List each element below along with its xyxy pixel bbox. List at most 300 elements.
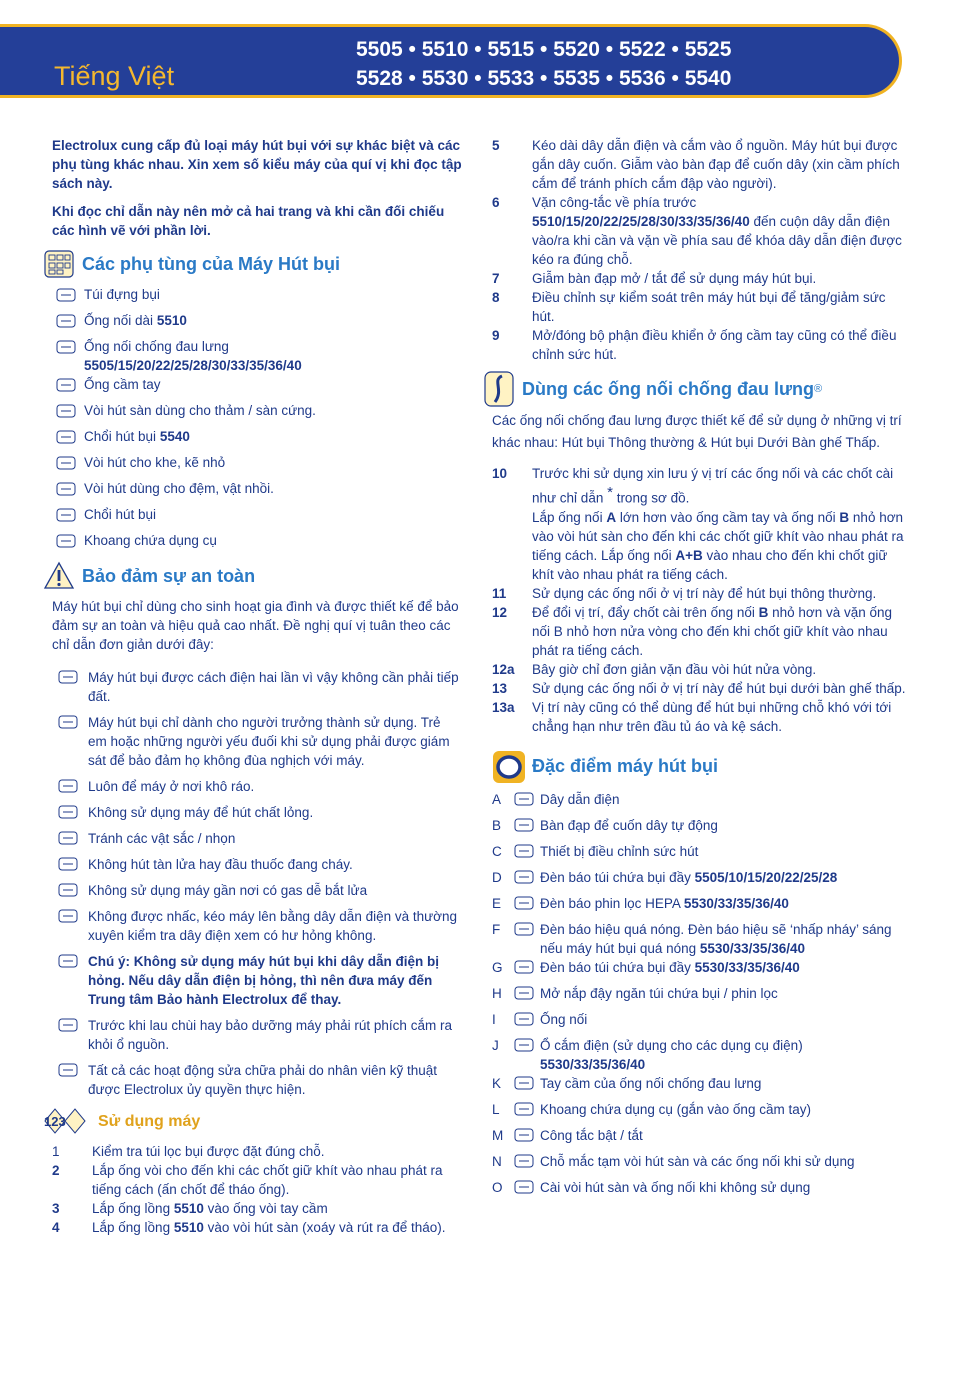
- feature-label: Ống nối: [540, 1011, 588, 1027]
- hose-icon: [511, 1010, 537, 1028]
- feature-label: Bàn đạp để cuốn dây tự động: [540, 817, 718, 833]
- step-10-c2: lớn hơn vào ống cầm tay và ống nối: [616, 509, 840, 525]
- step-item: [52, 1218, 462, 1237]
- feature-item: [492, 920, 908, 958]
- accessory-icon-wrap: [48, 427, 84, 446]
- feature-text: [540, 1152, 908, 1171]
- feature-icon-wrap: [508, 1126, 540, 1144]
- accessory-item: [52, 401, 462, 427]
- feature-models: 5530/33/35/36/40: [699, 940, 805, 956]
- feature-letter: F: [492, 921, 501, 937]
- step-text: [532, 603, 908, 660]
- safety-item: [52, 855, 462, 874]
- feature-label: Đèn báo túi chứa bụi đầy: [540, 869, 695, 885]
- feature-item: [492, 1126, 908, 1152]
- parking-icon: [511, 1152, 537, 1170]
- safety-text: Chú ý: Không sử dụng máy hút bụi khi dây dẫn điện bị hỏng. Nếu dây dẫn điện bị hỏng, thì nên đưa máy đến Trung tâm Bảo hành Electrolux để thay.: [88, 954, 440, 1007]
- language-title: Tiếng Việt: [54, 61, 175, 91]
- step-text: [532, 660, 908, 679]
- extension-tube-icon: [53, 312, 79, 330]
- accessory-item: [52, 375, 462, 401]
- feature-icon-wrap: [508, 1178, 540, 1196]
- feature-item: [492, 1036, 908, 1074]
- safety-icon-wrap: [48, 803, 88, 821]
- accessory-models: 5510: [156, 313, 187, 328]
- usage-steps-icon: [42, 1106, 92, 1136]
- step-number: 9: [492, 328, 500, 343]
- accessory-label: Vòi hút dùng cho đệm, vật nhồi.: [84, 481, 274, 496]
- accessory-icon-wrap: [48, 401, 84, 420]
- safety-icon-wrap: [48, 855, 88, 873]
- step-text-a: Bây giờ chỉ đơn giản vặn đầu vòi hút nửa vòng.: [532, 661, 817, 677]
- feature-text: [540, 984, 908, 1003]
- feature-text: [540, 894, 908, 913]
- step-number: 13a: [492, 699, 515, 715]
- accessory-item: [52, 505, 462, 531]
- accessory-item: [52, 427, 462, 453]
- feature-letter: D: [492, 869, 502, 885]
- feature-item: [492, 984, 908, 1010]
- step-text-b: vào ống vòi tay cầm: [203, 1201, 328, 1216]
- ergo-step: [492, 603, 908, 660]
- step-text-a: Điều chỉnh sự kiểm soát trên máy hút bụi để tăng/giảm sức hút.: [532, 290, 886, 324]
- accessory-text: [84, 401, 462, 420]
- usage-heading-text: Sử dụng máy: [98, 1112, 201, 1130]
- feature-label: Công tắc bật / tắt: [540, 1127, 643, 1143]
- feature-label: Đèn báo phin lọc HEPA: [540, 895, 684, 911]
- accessories-list: [52, 285, 462, 557]
- step-text: [532, 698, 908, 736]
- step-text-b: nhỏ hơn và vặn ống nối B nhỏ hơn nửa vòng cho đến khi chốt giữ khít vào nhau phát ra tiếng cách.: [532, 604, 893, 658]
- step-number: 12a: [492, 661, 515, 677]
- umbrella-icon: [55, 777, 81, 795]
- left-column: [44, 136, 462, 1237]
- accessory-item: [52, 479, 462, 505]
- safety-icon-wrap: [48, 777, 88, 795]
- unplug-icon: [55, 1016, 81, 1034]
- ergonomic-heading: [492, 374, 908, 404]
- feature-item: [492, 816, 908, 842]
- step-10-c3: nhỏ hơn vào vòi hút sàn cho đến khi các chốt giữ khít vào nhau phát ra tiếng cách. Lắp ống nối: [532, 509, 904, 563]
- accessory-item: [52, 337, 462, 375]
- feature-models: 5505/10/15/20/22/25/28: [694, 869, 838, 885]
- lid-button-icon: [511, 984, 537, 1002]
- feature-letter: B: [492, 817, 502, 833]
- safety-text: Trước khi lau chùi hay bảo dưỡng máy phải rút phích cắm ra khỏi ổ nguồn.: [88, 1018, 452, 1052]
- feature-letter: M: [492, 1127, 504, 1143]
- feature-icon-wrap: [508, 816, 540, 834]
- safety-heading-text: Bảo đảm sự an toàn: [82, 565, 256, 586]
- accessory-icon-wrap: [48, 285, 84, 304]
- no-fire-icon: [55, 881, 81, 899]
- accessories-icon: [42, 249, 76, 279]
- no-cigarette-icon: [55, 855, 81, 873]
- feature-item: [492, 894, 908, 920]
- safety-text: Tránh các vật sắc / nhọn: [88, 831, 236, 846]
- no-liquid-icon: [55, 803, 81, 821]
- crevice-tool-icon: [53, 454, 79, 472]
- usage-steps-left: [52, 1142, 462, 1237]
- feature-models: 5530/33/35/36/40: [694, 959, 800, 975]
- safety-text: Tất cả các hoạt động sửa chữa phải do nhân viên kỹ thuật được Electrolux ủy quyền thực hiện.: [88, 1063, 438, 1097]
- header-banner: [0, 24, 902, 98]
- step-number: 1: [52, 1144, 60, 1159]
- brush-icon: [53, 506, 79, 524]
- wrench-icon: [55, 1061, 81, 1079]
- feature-letter: N: [492, 1153, 502, 1169]
- vacuum-icon: [492, 752, 526, 782]
- feature-icon-wrap: [508, 894, 540, 912]
- connector-ab: A+B: [675, 547, 703, 563]
- feature-label: Cài vòi hút sàn và ống nối khi không sử dụng: [540, 1179, 811, 1195]
- step-text: [532, 269, 908, 288]
- no-sharp-icon: [55, 829, 81, 847]
- accessory-item: [52, 311, 462, 337]
- cord-icon: [55, 907, 81, 925]
- damaged-cord-icon: [55, 952, 81, 970]
- feature-item: [492, 1074, 908, 1100]
- feature-icon-wrap: [508, 1100, 540, 1118]
- feature-item: [492, 958, 908, 984]
- step-text: [532, 679, 908, 698]
- feature-item: [492, 868, 908, 894]
- feature-letter: O: [492, 1179, 503, 1195]
- safety-text: Máy hút bụi chỉ dành cho người trưởng thành sử dụng. Trẻ em hoặc những người yếu đuối khi sử dụng phải được giám sát để bảo đảm họ không đùa nghịch với máy.: [88, 715, 450, 768]
- ergonomic-tube-icon: [53, 338, 79, 356]
- feature-icon-wrap: [508, 790, 540, 808]
- safety-heading: [52, 561, 462, 591]
- step-models: 5510: [173, 1201, 204, 1216]
- warning-circle-icon: [55, 713, 81, 731]
- ergonomic-steps: [492, 584, 908, 736]
- step-number: 4: [52, 1220, 60, 1235]
- ergonomic-heading-text: Dùng các ống nối chống đau lưng: [522, 378, 815, 399]
- safety-icon-wrap: [48, 952, 88, 970]
- safety-text: Luôn để máy ở nơi khô ráo.: [88, 779, 255, 794]
- feature-text: [540, 1036, 908, 1074]
- step-10-star: *: [607, 484, 613, 501]
- intro-paragraph-1: Electrolux cung cấp đủ loại máy hút bụi với sự khác biệt và các phụ tùng khác nhau. Xin xem số kiểu máy của quí vị khi đọc tập sách này.: [52, 138, 462, 191]
- step-text: [532, 326, 908, 364]
- step-item: [52, 1199, 462, 1218]
- usage-heading: [44, 1106, 462, 1136]
- accessory-icon-wrap: [48, 375, 84, 394]
- accessory-label: Túi đựng bụi: [84, 287, 160, 302]
- step-item: [52, 1142, 462, 1161]
- feature-text: [540, 816, 908, 835]
- floor-nozzle-icon: [53, 402, 79, 420]
- upholstery-nozzle-icon: [53, 480, 79, 498]
- feature-text: [540, 790, 908, 809]
- accessory-label: Vòi hút sàn dùng cho thảm / sàn cứng.: [84, 403, 316, 418]
- accessory-text: [84, 285, 462, 304]
- safety-icon-wrap: [48, 1061, 88, 1079]
- suction-slider-icon: [511, 842, 537, 860]
- safety-text: Máy hút bụi được cách điện hai lần vì vậy không cần phải tiếp đất.: [88, 670, 459, 704]
- step-text-a: Sử dụng các ống nối ở vị trí này để hút bụi thông thường.: [532, 585, 877, 601]
- feature-letter: L: [492, 1101, 500, 1117]
- power-switch-icon: [511, 1126, 537, 1144]
- safety-item: [52, 881, 462, 900]
- step-text-a: Giẫm bàn đạp mở / tắt để sử dụng máy hút bụi.: [532, 271, 817, 286]
- dust-brush-icon: [53, 428, 79, 446]
- feature-label: Ổ cắm điện (sử dụng cho các dụng cụ điện): [540, 1037, 803, 1053]
- step-text-b: đến cuộn dây dẫn điện vào/ra khi cần và vặn về phía sau để khóa dây dẫn điện được kéo ra đúng chỗ.: [532, 214, 902, 267]
- feature-item: [492, 790, 908, 816]
- usage-steps-right: [492, 136, 908, 364]
- feature-icon-wrap: [508, 1010, 540, 1028]
- step-number: 5: [492, 138, 500, 153]
- usage-icon-label: 123: [44, 1114, 66, 1129]
- feature-letter: G: [492, 959, 503, 975]
- step-text: [92, 1142, 462, 1161]
- step-text-a: Kiểm tra túi lọc bụi được đặt đúng chỗ.: [92, 1144, 325, 1159]
- accessory-icon-wrap: [48, 505, 84, 524]
- bag-full-indicator-icon: [511, 958, 537, 976]
- connector-b: B: [839, 509, 850, 525]
- tool-holder-icon: [53, 532, 79, 550]
- accessory-text: [84, 453, 462, 472]
- accessory-icon-wrap: [48, 453, 84, 472]
- accessory-item: [52, 285, 462, 311]
- safety-icon-wrap: [48, 1016, 88, 1034]
- intro-paragraph-2: Khi đọc chỉ dẫn này nên mở cả hai trang và khi cần đối chiếu các hình vẽ với phần lời.: [52, 204, 445, 238]
- step-text: [92, 1161, 462, 1199]
- step-item: [52, 1161, 462, 1199]
- accessory-text: [84, 479, 462, 498]
- step-number: 7: [492, 271, 500, 286]
- accessory-icon-wrap: [48, 311, 84, 330]
- step-10-text: [532, 464, 908, 584]
- safety-item: [52, 1016, 462, 1054]
- safety-icon-wrap: [48, 668, 88, 686]
- step-text-a: Kéo dài dây dẫn điện và cắm vào ổ nguồn. Máy hút bụi được gắn dây cuốn. Giẫm vào bàn đạp để cuốn dây (xin cầm phích cắm để tránh phích cắm đập vào người).: [532, 138, 900, 191]
- accessory-icon-wrap: [48, 479, 84, 498]
- accessory-item: [52, 453, 462, 479]
- accessories-heading: [52, 249, 462, 279]
- feature-text: [540, 1100, 908, 1119]
- safety-item: [52, 829, 462, 848]
- handle-tube-icon: [53, 376, 79, 394]
- models-line-2: 5528 • 5530 • 5533 • 5535 • 5536 • 5540: [356, 67, 732, 90]
- ergo-step: [492, 679, 908, 698]
- feature-models: 5530/33/35/36/40: [540, 1056, 646, 1072]
- step-text-a: Lắp ống lồng: [92, 1220, 174, 1235]
- warning-triangle-icon: [42, 561, 76, 591]
- ergo-step: [492, 584, 908, 603]
- step-text: [92, 1218, 462, 1237]
- accessory-models: 5540: [159, 429, 190, 444]
- step-item: [492, 269, 908, 288]
- feature-item: [492, 842, 908, 868]
- accessories-heading-text: Các phụ tùng của Máy Hút bụi: [82, 253, 341, 274]
- overheat-indicator-icon: [511, 920, 537, 938]
- feature-icon-wrap: [508, 1152, 540, 1170]
- feature-item: [492, 1010, 908, 1036]
- safety-item: [52, 952, 462, 1009]
- accessory-label: Chổi hút bụi: [84, 429, 160, 444]
- feature-icon-wrap: [508, 958, 540, 976]
- feature-item: [492, 1178, 908, 1204]
- plug-icon: [511, 790, 537, 808]
- safety-text: Không sử dụng máy để hút chất lỏng.: [88, 805, 314, 820]
- accessory-item: [52, 531, 462, 557]
- step-text-b: vào vòi hút sàn (xoáy và rút ra để tháo).: [203, 1220, 446, 1235]
- feature-label: Đèn báo hiệu quá nóng. Đèn báo hiệu sẽ ‘nhấp nháy’ sáng nếu máy hút bụi quá nóng: [540, 921, 892, 956]
- bag-indicator-icon: [511, 868, 537, 886]
- step-item: [492, 326, 908, 364]
- safety-item: [52, 1061, 462, 1099]
- models-line-1: 5505 • 5510 • 5515 • 5520 • 5522 • 5525: [356, 38, 732, 61]
- safety-icon-wrap: [48, 829, 88, 847]
- accessory-text: [84, 337, 462, 375]
- safety-list: [52, 668, 462, 1099]
- feature-letter: H: [492, 985, 502, 1001]
- accessory-text: [84, 311, 462, 330]
- feature-text: [540, 1010, 908, 1029]
- accessory-text: [84, 505, 462, 524]
- features-heading-text: Đặc điểm máy hút bụi: [532, 756, 719, 776]
- step-number: 6: [492, 195, 500, 210]
- step-text-a: Lắp ống lồng: [92, 1201, 174, 1216]
- safety-item: [52, 668, 462, 706]
- step-10: [492, 464, 908, 584]
- accessory-text: [84, 427, 462, 446]
- feature-label: Tay cầm của ống nối chống đau lưng: [540, 1075, 762, 1091]
- feature-letter: I: [492, 1011, 496, 1027]
- feature-label: Dây dẫn điện: [540, 791, 620, 807]
- step-number: 12: [492, 604, 508, 620]
- feature-icon-wrap: [508, 1074, 540, 1092]
- feature-label: Mở nắp đậy ngăn túi chứa bụi / phin lọc: [540, 985, 778, 1001]
- step-number: 2: [52, 1163, 60, 1178]
- step-item: [492, 136, 908, 193]
- ergonomic-intro: Các ống nối chống đau lưng được thiết kế để sử dụng ở những vị trí khác nhau: Hút bụi Thông thường & Hút bụi Dưới Bàn ghế Thấp.: [492, 413, 902, 450]
- lightning-icon: [55, 668, 81, 686]
- ergonomic-tube-heading-icon: [482, 374, 516, 404]
- step-models: 5510/15/20/22/25/28/30/33/35/36/40: [532, 214, 750, 229]
- accessory-models: 5505/15/20/22/25/28/30/33/35/36/40: [84, 358, 302, 373]
- dust-bag-icon: [53, 286, 79, 304]
- feature-icon-wrap: [508, 984, 540, 1002]
- safety-icon-wrap: [48, 713, 88, 731]
- feature-label: Thiết bị điều chỉnh sức hút: [540, 843, 699, 859]
- step-text: [532, 136, 908, 193]
- step-item: [492, 193, 908, 269]
- feature-icon-wrap: [508, 868, 540, 886]
- feature-icon-wrap: [508, 1036, 540, 1054]
- safety-text: Không hút tàn lửa hay đầu thuốc đang cháy.: [88, 857, 353, 872]
- tool-clip-icon: [511, 1100, 537, 1118]
- hepa-indicator-icon: [511, 894, 537, 912]
- step-number: 10: [492, 466, 508, 481]
- safety-icon-wrap: [48, 907, 88, 925]
- step-10-line-a: Trước khi sử dụng xin lưu ý vị trí các ống nối và các chốt cài như chỉ dẫn: [532, 466, 894, 506]
- step-text-a: Sử dụng các ống nối ở vị trí này để hút bụi dưới bàn ghế thấp.: [532, 680, 906, 696]
- step-text: [532, 584, 908, 603]
- step-10-c4: vào nhau cho đến khi chốt giữ khít vào nhau phát ra tiếng cách.: [532, 547, 888, 582]
- safety-item: [52, 803, 462, 822]
- feature-letter: K: [492, 1075, 502, 1091]
- feature-text: [540, 920, 908, 958]
- right-column: [492, 136, 908, 1204]
- safety-text: Không được nhấc, kéo máy lên bằng dây dẫn điện và thường xuyên kiểm tra dây điện xem có hư hỏng không.: [88, 909, 458, 943]
- ergo-step: [492, 698, 908, 736]
- step-number: 13: [492, 680, 508, 696]
- feature-label: Khoang chứa dụng cụ (gắn vào ống cầm tay): [540, 1101, 811, 1117]
- feature-text: [540, 958, 908, 977]
- feature-letter: E: [492, 895, 502, 911]
- accessory-text: [84, 375, 462, 394]
- feature-letter: J: [492, 1037, 499, 1053]
- step-number: 3: [52, 1201, 60, 1216]
- step-text-a: Lắp ống vòi cho đến khi các chốt giữ khít vào nhau phát ra tiếng cách (ấn chốt để tháo ống).: [92, 1163, 443, 1197]
- connector-a: A: [606, 509, 617, 525]
- safety-item: [52, 777, 462, 796]
- accessory-label: Khoang chứa dụng cụ: [84, 533, 217, 548]
- step-text-a: Vị trí này cũng có thể dùng để hút bụi những chỗ khó với tới chẳng hạn như trên đầu tủ áo và kệ sách.: [532, 699, 892, 734]
- step-text-a: Mở/đóng bộ phận điều khiển ở ống cầm tay cũng có thể điều chỉnh sức hút.: [532, 328, 897, 362]
- safety-item: [52, 713, 462, 770]
- safety-text: Không sử dụng máy gần nơi có gas dễ bắt lửa: [88, 883, 368, 898]
- step-10-line-b: trong sơ đồ.: [612, 490, 690, 506]
- step-text: [532, 193, 908, 269]
- feature-icon-wrap: [508, 842, 540, 860]
- accessory-text: [84, 531, 462, 550]
- pedal-icon: [511, 816, 537, 834]
- storage-icon: [511, 1178, 537, 1196]
- accessory-label: Chổi hút bụi: [84, 507, 157, 522]
- step-text-a: Để đổi vị trí, đẩy chốt cài trên ống nối: [532, 604, 759, 620]
- feature-icon-wrap: [508, 920, 540, 938]
- safety-intro: Máy hút bụi chỉ dùng cho sinh hoạt gia đình và được thiết kế để bảo đảm sự an toàn và hiệu quả cao nhất. Đề nghị quí vị tuân theo các chỉ dẫn đơn giản dưới đây:: [52, 599, 459, 652]
- accessory-label: Ống nối chống đau lưng: [84, 339, 229, 354]
- feature-text: [540, 1074, 908, 1093]
- socket-icon: [511, 1036, 537, 1054]
- grip-icon: [511, 1074, 537, 1092]
- accessory-icon-wrap: [48, 337, 84, 356]
- features-list: [492, 790, 908, 1204]
- registered-mark: ®: [814, 382, 823, 395]
- feature-letter: C: [492, 843, 502, 859]
- ergo-step: [492, 660, 908, 679]
- step-models: 5510: [173, 1220, 204, 1235]
- feature-label: Đèn báo túi chứa bụi đầy: [540, 959, 695, 975]
- step-number: 8: [492, 290, 500, 305]
- model-numbers: [356, 35, 731, 93]
- feature-letter: A: [492, 791, 502, 807]
- step-text: [532, 288, 908, 326]
- accessory-icon-wrap: [48, 531, 84, 550]
- step-text: [92, 1199, 462, 1218]
- feature-text: [540, 868, 908, 887]
- accessory-label: Ống nối dài: [84, 313, 157, 328]
- features-heading: [492, 752, 908, 782]
- step-text-a: Vặn công-tắc về phía trước: [532, 195, 697, 210]
- safety-item: [52, 907, 462, 945]
- step-item: [492, 288, 908, 326]
- feature-item: [492, 1152, 908, 1178]
- feature-label: Chỗ mắc tạm vòi hút sàn và các ống nối khi sử dụng: [540, 1153, 855, 1169]
- feature-text: [540, 1126, 908, 1145]
- step-number: 11: [492, 585, 507, 601]
- accessory-label: Vòi hút cho khe, kẽ nhỏ: [84, 455, 226, 470]
- safety-icon-wrap: [48, 881, 88, 899]
- feature-text: [540, 842, 908, 861]
- feature-models: 5530/33/35/36/40: [683, 895, 789, 911]
- feature-text: [540, 1178, 908, 1197]
- feature-item: [492, 1100, 908, 1126]
